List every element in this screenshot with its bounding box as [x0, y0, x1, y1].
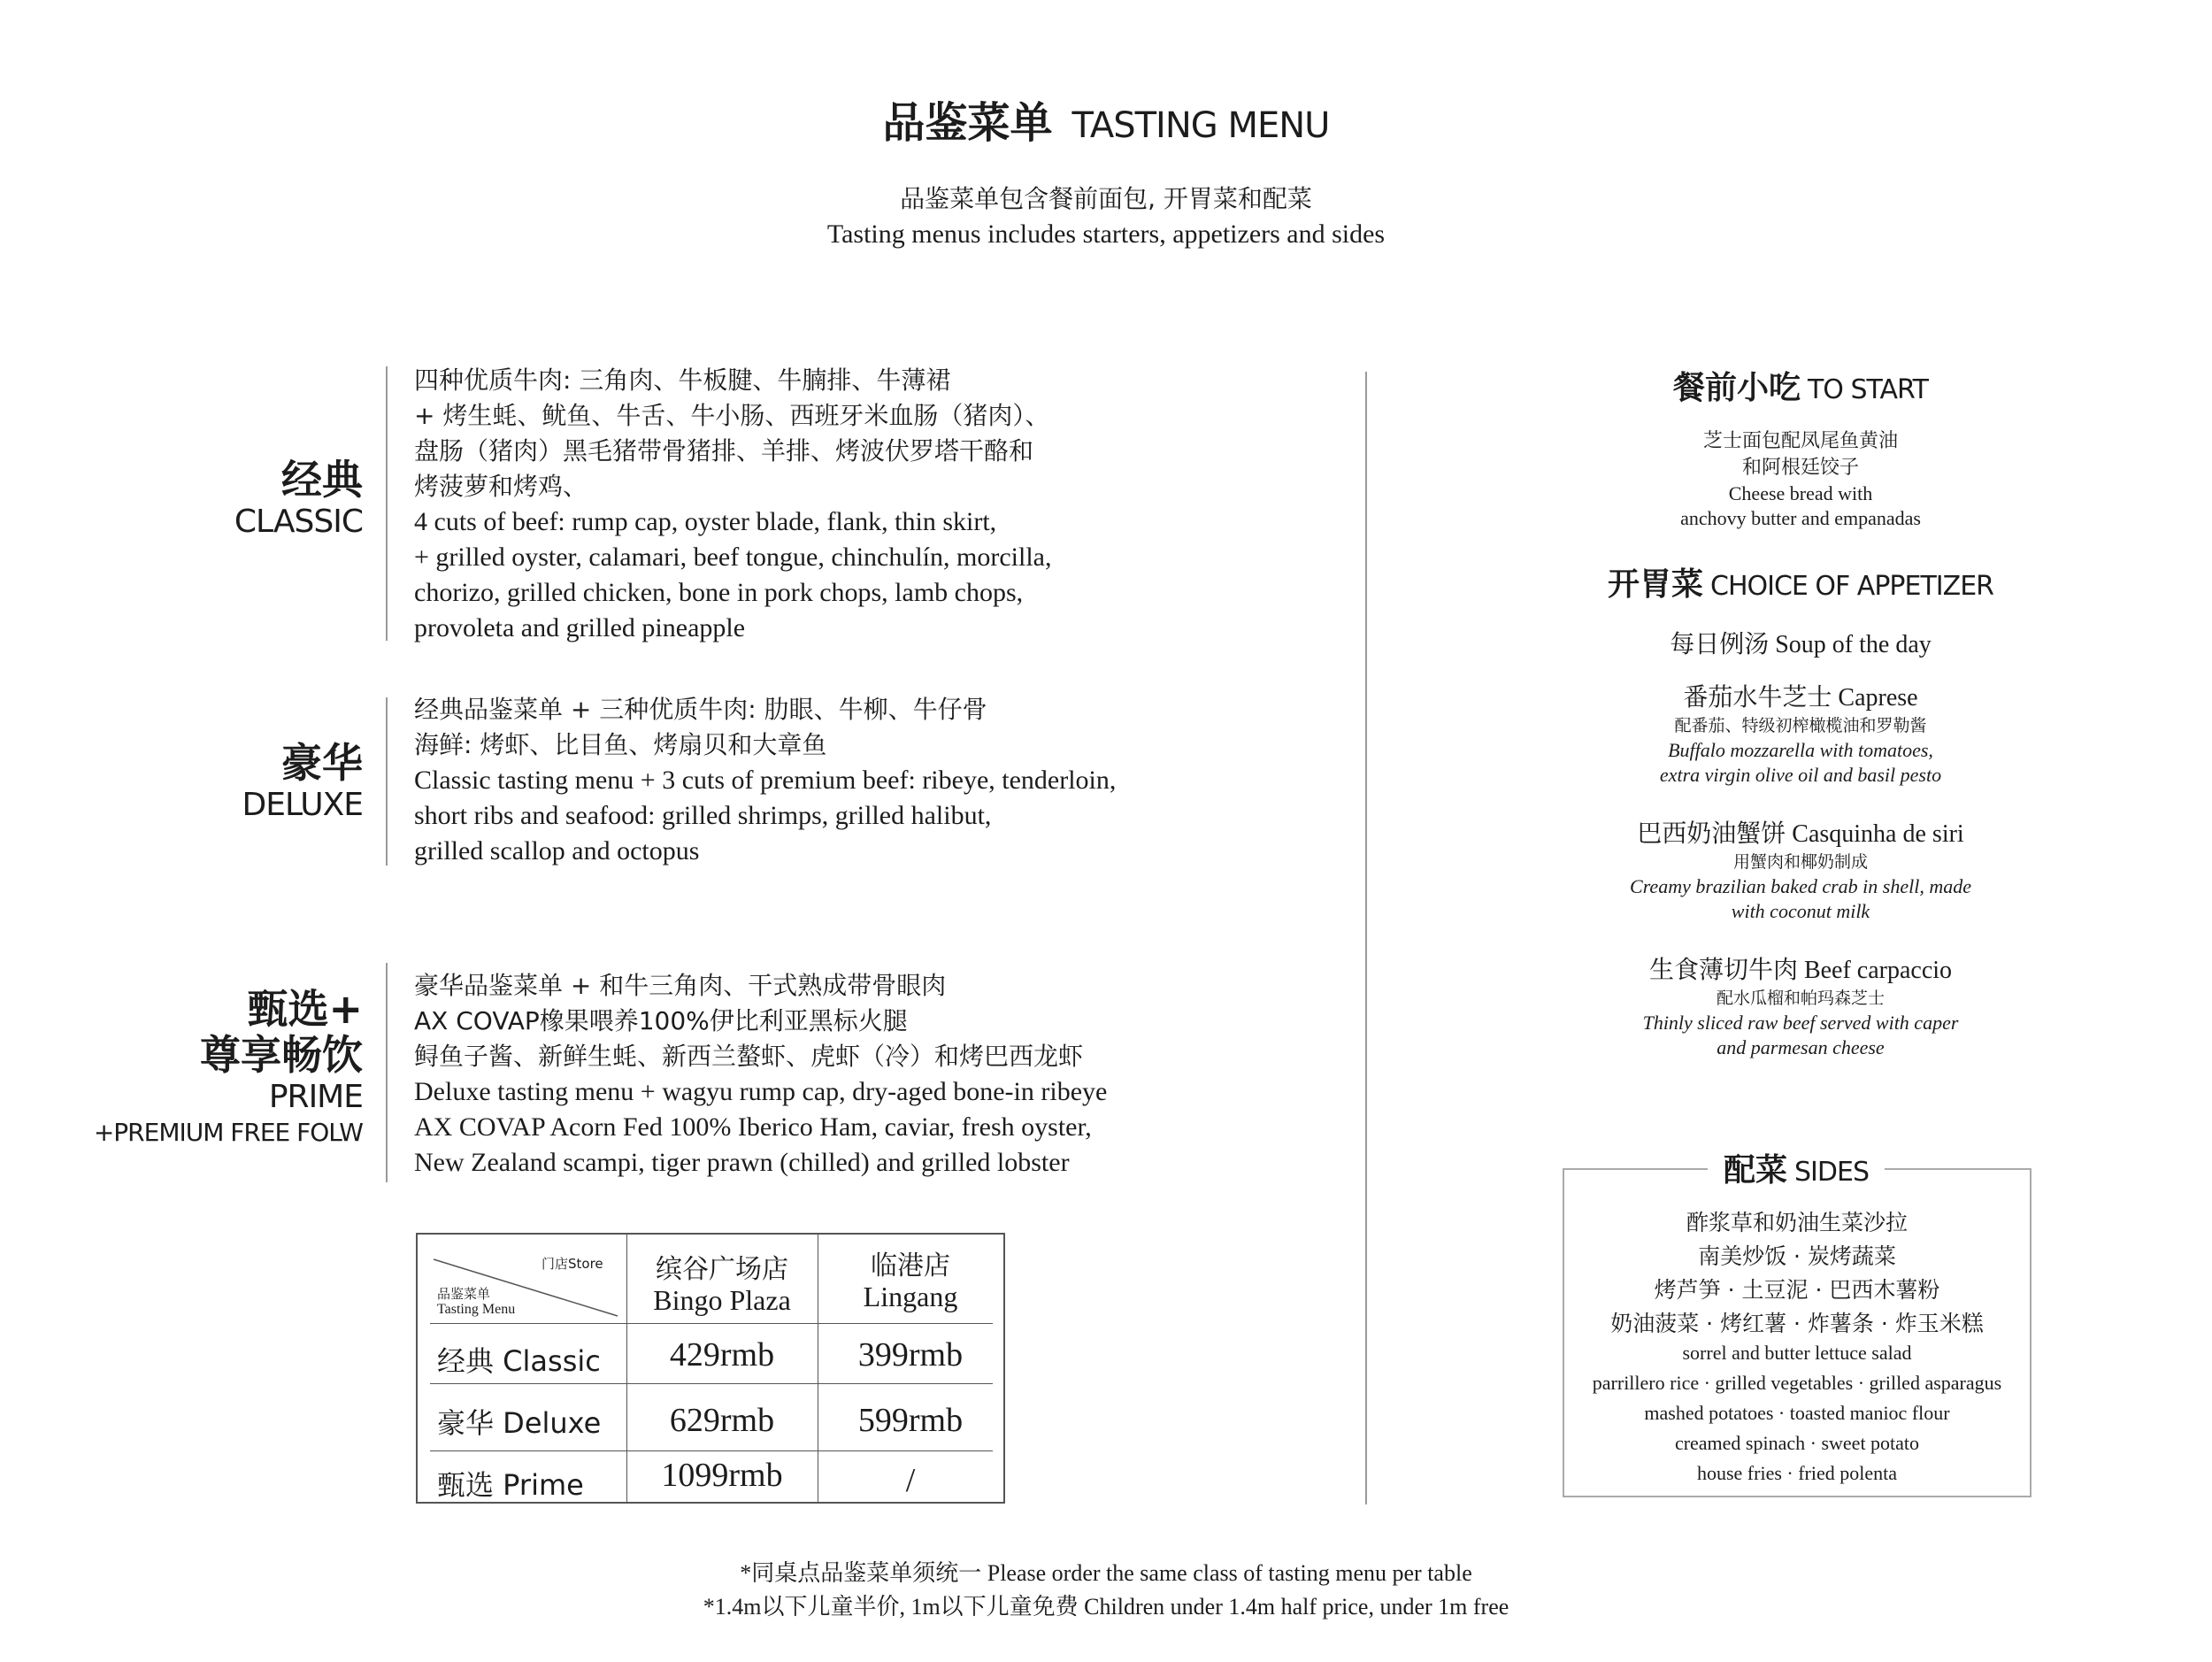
classic-line: provoleta and grilled pineapple: [414, 613, 746, 642]
footer-note-2: *1.4m以下儿童半价, 1m以下儿童免费 Children under 1.4m half price, under 1m free: [703, 1594, 1509, 1620]
sides-line-en: house fries · fried polenta: [1696, 1462, 1898, 1484]
classic-line: 4 cuts of beef: rump cap, oyster blade, flank, thin skirt,: [414, 507, 997, 536]
classic-line: + grilled oyster, calamari, beef tongue, chinchulín, morcilla,: [414, 542, 1052, 572]
to-start-line: 和阿根廷饺子: [1741, 457, 1859, 479]
tier-prime-en-2: +PREMIUM FREE FOLW: [93, 1118, 363, 1147]
appetizer-title: 生食薄切牛肉 Beef carpaccio: [1648, 957, 1953, 984]
tier-deluxe-description: [414, 692, 1263, 869]
classic-line: 烤菠萝和烤鸡、: [414, 472, 588, 501]
tier-classic-name: [234, 457, 363, 542]
tier-prime-zh-1: 甄选+: [247, 985, 363, 1033]
classic-line: + 烤生蚝、鱿鱼、牛舌、牛小肠、西班牙米血肠（猪肉）、: [414, 401, 1050, 430]
tier-classic-en: CLASSIC: [234, 504, 363, 540]
store-lingang-zh: 临港店: [871, 1250, 950, 1281]
title-en: TASTING MENU: [1071, 105, 1330, 146]
row-prime-bingo-price: 1099rmb: [661, 1457, 783, 1494]
appetizer-sub-zh: 用蟹肉和椰奶制成: [1732, 852, 1868, 872]
column-divider: [1365, 372, 1367, 1504]
tier-classic-zh: 经典: [281, 456, 363, 504]
table-hline: [430, 1383, 993, 1384]
tier-prime-name: [94, 986, 363, 1149]
row-prime-lingang-price: /: [905, 1462, 916, 1499]
appetizer-en: CHOICE OF APPETIZER: [1710, 571, 1993, 602]
to-start-line: 芝士面包配凤尾鱼黄油: [1702, 430, 1898, 452]
table-corner-store: 门店Store: [541, 1256, 603, 1272]
tier-classic-divider: [386, 366, 388, 641]
appetizer-zh: 开胃菜: [1607, 566, 1703, 603]
deluxe-line: 经典品鉴菜单 + 三种优质牛肉: 肋眼、牛柳、牛仔骨: [414, 695, 987, 724]
row-deluxe-lingang-price: 599rmb: [857, 1402, 964, 1439]
tier-classic-description: [414, 363, 1263, 646]
store-bingo-en: Bingo Plaza: [653, 1284, 791, 1316]
prime-line: Deluxe tasting menu + wagyu rump cap, dry-aged bone-in ribeye: [414, 1077, 1108, 1106]
sides-line-en: parrillero rice · grilled vegetables · grilled asparagus: [1592, 1372, 2002, 1394]
classic-line: 四种优质牛肉: 三角肉、牛板腱、牛腩排、牛薄裙: [414, 365, 951, 395]
tier-prime-description: [414, 968, 1263, 1181]
footer-note-1: *同桌点品鉴菜单须统一 Please order the same class of tasting menu per table: [740, 1560, 1472, 1586]
sides-line-en: mashed potatoes · toasted manioc flour: [1644, 1402, 1950, 1424]
table-hline: [430, 1450, 993, 1451]
sides-en: SIDES: [1794, 1157, 1869, 1188]
to-start-items: [1478, 428, 2124, 531]
tier-deluxe-en: DELUXE: [242, 787, 363, 823]
title-zh: 品鉴菜单: [882, 98, 1053, 148]
to-start-zh: 餐前小吃: [1672, 370, 1801, 406]
to-start-en: TO START: [1807, 374, 1929, 405]
page-subtitle: [0, 181, 2212, 252]
sides-zh: 配菜: [1723, 1152, 1787, 1189]
appetizer-carpaccio: [1478, 950, 2124, 1060]
row-deluxe-bingo-price: 629rmb: [669, 1402, 775, 1439]
tier-prime-divider: [386, 963, 388, 1182]
row-classic-bingo-price: 429rmb: [669, 1336, 775, 1373]
deluxe-line: grilled scallop and octopus: [414, 836, 700, 866]
row-deluxe-label: 豪华 Deluxe: [437, 1406, 602, 1440]
appetizer-title: 番茄水牛芝士 Caprese: [1683, 684, 1918, 712]
row-classic-lingang-price: 399rmb: [857, 1336, 964, 1373]
appetizer-caprese: [1478, 678, 2124, 788]
tier-deluxe-divider: [386, 697, 388, 866]
prime-line: New Zealand scampi, tiger prawn (chilled) and grilled lobster: [414, 1148, 1070, 1177]
deluxe-line: 海鲜: 烤虾、比目鱼、烤扇贝和大章鱼: [414, 730, 827, 759]
to-start-line: anchovy butter and empanadas: [1680, 507, 1921, 529]
tier-deluxe-zh: 豪华: [281, 739, 363, 787]
row-prime-label: 甄选 Prime: [437, 1468, 584, 1502]
sides-line-zh: 烤芦笋 · 土豆泥 · 巴西木薯粉: [1654, 1277, 1940, 1303]
prime-line: AX COVAP橡果喂养100%伊比利亚黑标火腿: [414, 1006, 908, 1035]
appetizer-sub-en: Creamy brazilian baked crab in shell, made: [1630, 875, 1971, 897]
appetizer-casquinha: [1478, 814, 2124, 924]
store-bingo-zh: 缤谷广场店: [656, 1254, 788, 1285]
deluxe-line: Classic tasting menu + 3 cuts of premium beef: ribeye, tenderloin,: [414, 766, 1117, 795]
appetizer-sub-zh: 配番茄、特级初榨橄榄油和罗勒酱: [1674, 716, 1927, 735]
tier-deluxe-name: [242, 740, 364, 825]
section-sides-title: [1708, 1145, 1885, 1190]
price-table: [416, 1233, 1005, 1504]
table-corner-menu-zh: 品鉴菜单: [437, 1286, 491, 1302]
page-title: [0, 88, 2212, 150]
prime-line: 鲟鱼子酱、新鲜生蚝、新西兰螯虾、虎虾（冷）和烤巴西龙虾: [414, 1042, 1084, 1071]
tier-prime-zh-2: 尊享畅饮: [200, 1031, 363, 1079]
appetizer-soup: 每日例汤 Soup of the day: [1670, 631, 1932, 658]
subtitle-en: Tasting menus includes starters, appetizers and sides: [826, 219, 1386, 249]
deluxe-line: short ribs and seafood: grilled shrimps, grilled halibut,: [414, 801, 992, 830]
appetizer-sub-zh: 配水瓜榴和帕玛森芝士: [1716, 989, 1885, 1008]
table-corner-menu-en: Tasting Menu: [437, 1302, 516, 1317]
section-to-start-title: [1478, 363, 2124, 408]
prime-line: AX COVAP Acorn Fed 100% Iberico Ham, caviar, fresh oyster,: [414, 1112, 1092, 1142]
appetizer-sub-en: with coconut milk: [1731, 900, 1870, 922]
sides-line-zh: 南美炒饭 · 炭烤蔬菜: [1698, 1243, 1896, 1269]
classic-line: chorizo, grilled chicken, bone in pork chops, lamb chops,: [414, 578, 1024, 607]
subtitle-zh: 品鉴菜单包含餐前面包, 开胃菜和配菜: [900, 184, 1312, 213]
section-appetizer-title: [1478, 559, 2124, 604]
table-hline: [430, 1323, 993, 1324]
tier-prime-en: PRIME: [268, 1079, 363, 1115]
sides-line-zh: 奶油菠菜 · 烤红薯 · 炸薯条 · 炸玉米糕: [1610, 1311, 1984, 1336]
sides-line-en: sorrel and butter lettuce salad: [1682, 1342, 1912, 1364]
row-classic-label: 经典 Classic: [437, 1344, 601, 1378]
appetizer-sub-en: Buffalo mozzarella with tomatoes,: [1668, 739, 1933, 761]
appetizer-sub-en: and parmesan cheese: [1717, 1036, 1885, 1058]
to-start-line: Cheese bread with: [1728, 482, 1873, 504]
appetizer-title: 巴西奶油蟹饼 Casquinha de siri: [1637, 820, 1964, 848]
appetizer-sub-en: Thinly sliced raw beef served with caper: [1642, 1012, 1959, 1034]
prime-line: 豪华品鉴菜单 + 和牛三角肉、干式熟成带骨眼肉: [414, 971, 947, 1000]
appetizer-sub-en: extra virgin olive oil and basil pesto: [1659, 764, 1942, 786]
classic-line: 盘肠（猪肉）黑毛猪带骨猪排、羊排、烤波伏罗塔干酪和: [414, 436, 1034, 466]
store-lingang-en: Lingang: [863, 1281, 958, 1312]
sides-line-en: creamed spinach · sweet potato: [1674, 1432, 1920, 1454]
sides-line-zh: 酢浆草和奶油生菜沙拉: [1686, 1210, 1908, 1235]
